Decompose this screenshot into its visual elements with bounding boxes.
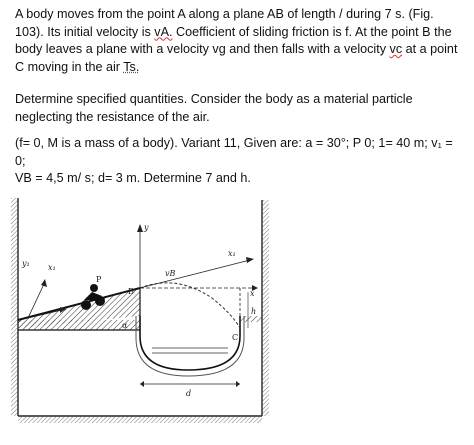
label-y: y <box>144 223 149 232</box>
label-h: h <box>251 307 257 316</box>
label-y1: y₁ <box>22 259 30 268</box>
label-p: P <box>96 275 102 284</box>
y-axis <box>137 224 143 288</box>
given-values-line: (f= 0, M is a mass of a body). Variant 11, Given are: a = 30°; P 0; 1= 40 m; v₁ = 0; <box>15 136 453 168</box>
problem-text-1c: at a point C moving in the air <box>15 42 458 74</box>
problem-paragraph-3 <box>15 135 465 188</box>
velocity-va-term: vA. <box>154 24 173 39</box>
label-c: C <box>232 333 239 342</box>
time-ts-term: Ts. <box>123 59 140 74</box>
label-b: B <box>128 287 134 296</box>
pit-bowl <box>136 316 262 376</box>
problem-paragraph-1 <box>15 6 465 76</box>
mechanics-figure <box>0 188 474 445</box>
label-d: d <box>186 389 192 398</box>
label-x: x <box>250 289 255 298</box>
label-alpha: α <box>122 321 128 330</box>
label-x1-right: x₁ <box>228 249 236 258</box>
given-values-line-2: VB = 4,5 m/ s; d= 3 m. Determine 7 and h. <box>15 171 251 185</box>
problem-text-1b: Coefficient of sliding friction is f. At the point B the body leaves a plane with a velocity vg and then falls with a velocity <box>15 24 452 56</box>
label-x1-left: x₁ <box>48 263 56 272</box>
trajectory-curve <box>140 283 240 328</box>
problem-paragraph-2: Determine specified quantities. Consider the body as a material particle neglecting the resistance of the air. <box>15 92 413 124</box>
d-dimension <box>140 381 240 387</box>
label-vb: vB <box>165 269 176 278</box>
x1-axis-right <box>140 257 254 288</box>
velocity-vc-term: vc <box>389 42 403 56</box>
problem-text-1a: A body moves from the point A along a plane AB of length / during 7 s. (Fig. 103). Its initial velocity is <box>15 7 434 39</box>
